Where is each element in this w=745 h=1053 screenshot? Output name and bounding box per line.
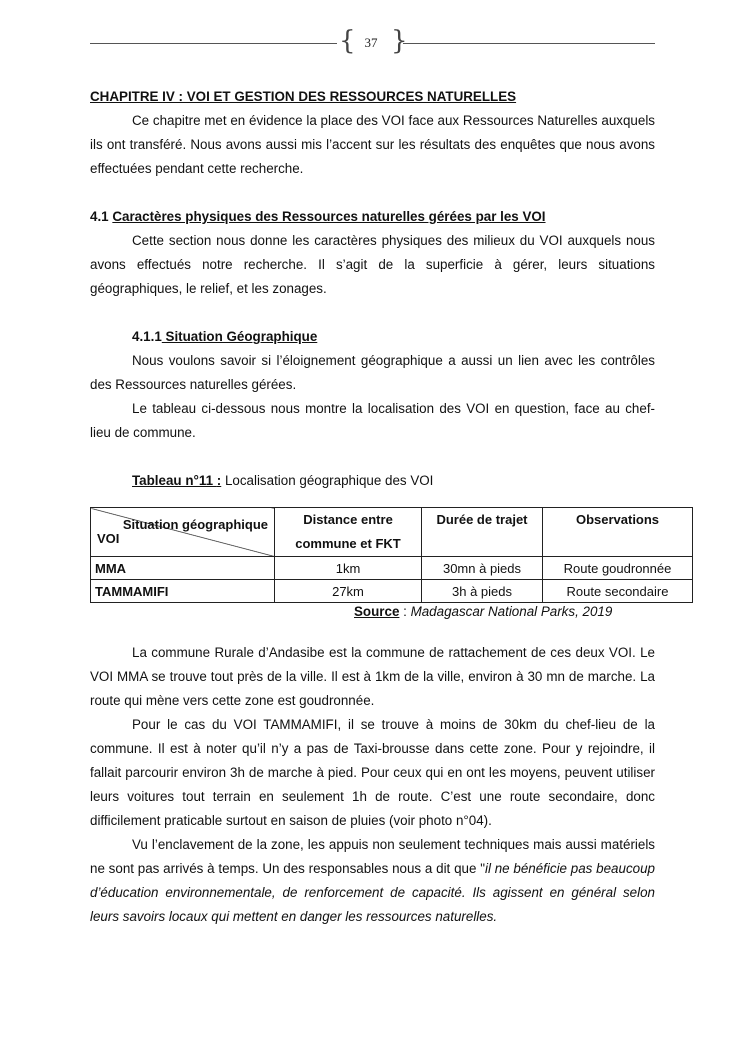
diagonal-header-cell <box>91 508 275 557</box>
source-label: Source <box>354 604 400 619</box>
table-caption <box>90 469 655 493</box>
source-sep: : <box>399 604 411 619</box>
source-text: Madagascar National Parks, 2019 <box>410 604 613 619</box>
section-4-1-1-paragraph-2: Le tableau ci-dessous nous montre la localisation des VOI en question, face au chef-lieu de commune. <box>90 401 655 440</box>
section-4-1-1-paragraph-1: Nous voulons savoir si l’éloignement géographique a aussi un lien avec les contrôles des Ressources naturelles gérées. <box>90 353 655 392</box>
section-4-1-paragraph: Cette section nous donne les caractères physiques des milieux du VOI auxquels nous avons effectués notre recherche. Il s’agit de la superficie à gérer, leurs situations géographiques, le relief, et les zonages. <box>90 233 655 296</box>
header-rule-right <box>403 43 655 44</box>
diag-header-bottom: VOI <box>97 531 120 546</box>
cell-observations: Route secondaire <box>543 580 693 603</box>
header-observations: Observations <box>543 508 693 557</box>
cell-observations: Route goudronnée <box>543 557 693 580</box>
table-caption-label: Tableau n°11 <box>132 473 217 488</box>
paragraph-enclavement <box>90 833 655 929</box>
right-brace-icon: } <box>391 26 408 56</box>
section-4-1-title: Caractères physiques des Ressources naturelles gérées par les VOI <box>112 209 546 224</box>
section-4-1-1-heading <box>90 325 655 349</box>
paragraph-tammamifi: Pour le cas du VOI TAMMAMIFI, il se trouve à moins de 30km du chef-lieu de la commune. Il est à noter qu’il n’y a pas de Taxi-brousse dans cette zone. Pour y rejoindre, il fallait parcourir environ 3h de marche à pied. Pour ceux qui en ont les moyens, peuvent utiliser leurs voitures tout terrain en seulement 1h de route. C’est une route secondaire, donc difficilement praticable surtout en saison de pluies (voir photo n°04). <box>90 717 655 828</box>
table-caption-colon: : <box>216 473 222 488</box>
localisation-table <box>90 507 693 603</box>
table-source <box>90 604 655 619</box>
cell-duree: 30mn à pieds <box>422 557 543 580</box>
cell-voi: MMA <box>91 557 275 580</box>
enclavement-text: Vu l’enclavement de la zone, les appuis non seulement techniques mais aussi matériels ne sont pas arrivés à temps. Un des responsables nous a dit que " <box>90 837 655 876</box>
cell-distance: 27km <box>275 580 422 603</box>
header-distance: Distance entre commune et FKT <box>275 508 422 557</box>
paragraph-andasibe: La commune Rurale d’Andasibe est la commune de rattachement de ces deux VOI. Le VOI MMA se trouve tout près de la ville. Il est à 1km de la ville, environ à 30 mn de marche. La route qui mène vers cette zone est goudronnée. <box>90 645 655 708</box>
section-4-1-heading <box>90 205 655 229</box>
cell-duree: 3h à pieds <box>422 580 543 603</box>
table-row <box>91 557 693 580</box>
page-header <box>90 26 655 58</box>
cell-voi: TAMMAMIFI <box>91 580 275 603</box>
left-brace-icon: { <box>339 26 356 56</box>
table-row <box>91 580 693 603</box>
page-content <box>90 85 672 929</box>
enclavement-quote: il ne bénéficie pas beaucoup d’éducation environnementale, de renforcement de capacité. Ils agissent en général selon leurs savoirs locaux qui mettent en danger les ressources naturelles. <box>90 861 655 924</box>
page-number: 37 <box>364 35 378 50</box>
header-duree: Durée de trajet <box>422 508 543 557</box>
section-4-1-1-title: Situation Géographique <box>161 329 318 344</box>
table-caption-text: Localisation géographique des VOI <box>221 473 434 488</box>
section-4-1-1-number: 4.1.1 <box>132 329 162 344</box>
diag-header-top: Situation géographique <box>122 517 268 532</box>
table-header-row <box>91 508 693 557</box>
intro-paragraph: Ce chapitre met en évidence la place des VOI face aux Ressources Naturelles auxquels ils ont transféré. Nous avons aussi mis l’accent sur les résultats des enquêtes que nous avons effectuées pendant cette recherche. <box>90 113 655 176</box>
chapter-title: CHAPITRE IV : VOI ET GESTION DES RESSOURCES NATURELLES <box>90 89 517 104</box>
section-4-1-number: 4.1 <box>90 209 113 224</box>
cell-distance: 1km <box>275 557 422 580</box>
header-rule-left <box>90 43 337 44</box>
